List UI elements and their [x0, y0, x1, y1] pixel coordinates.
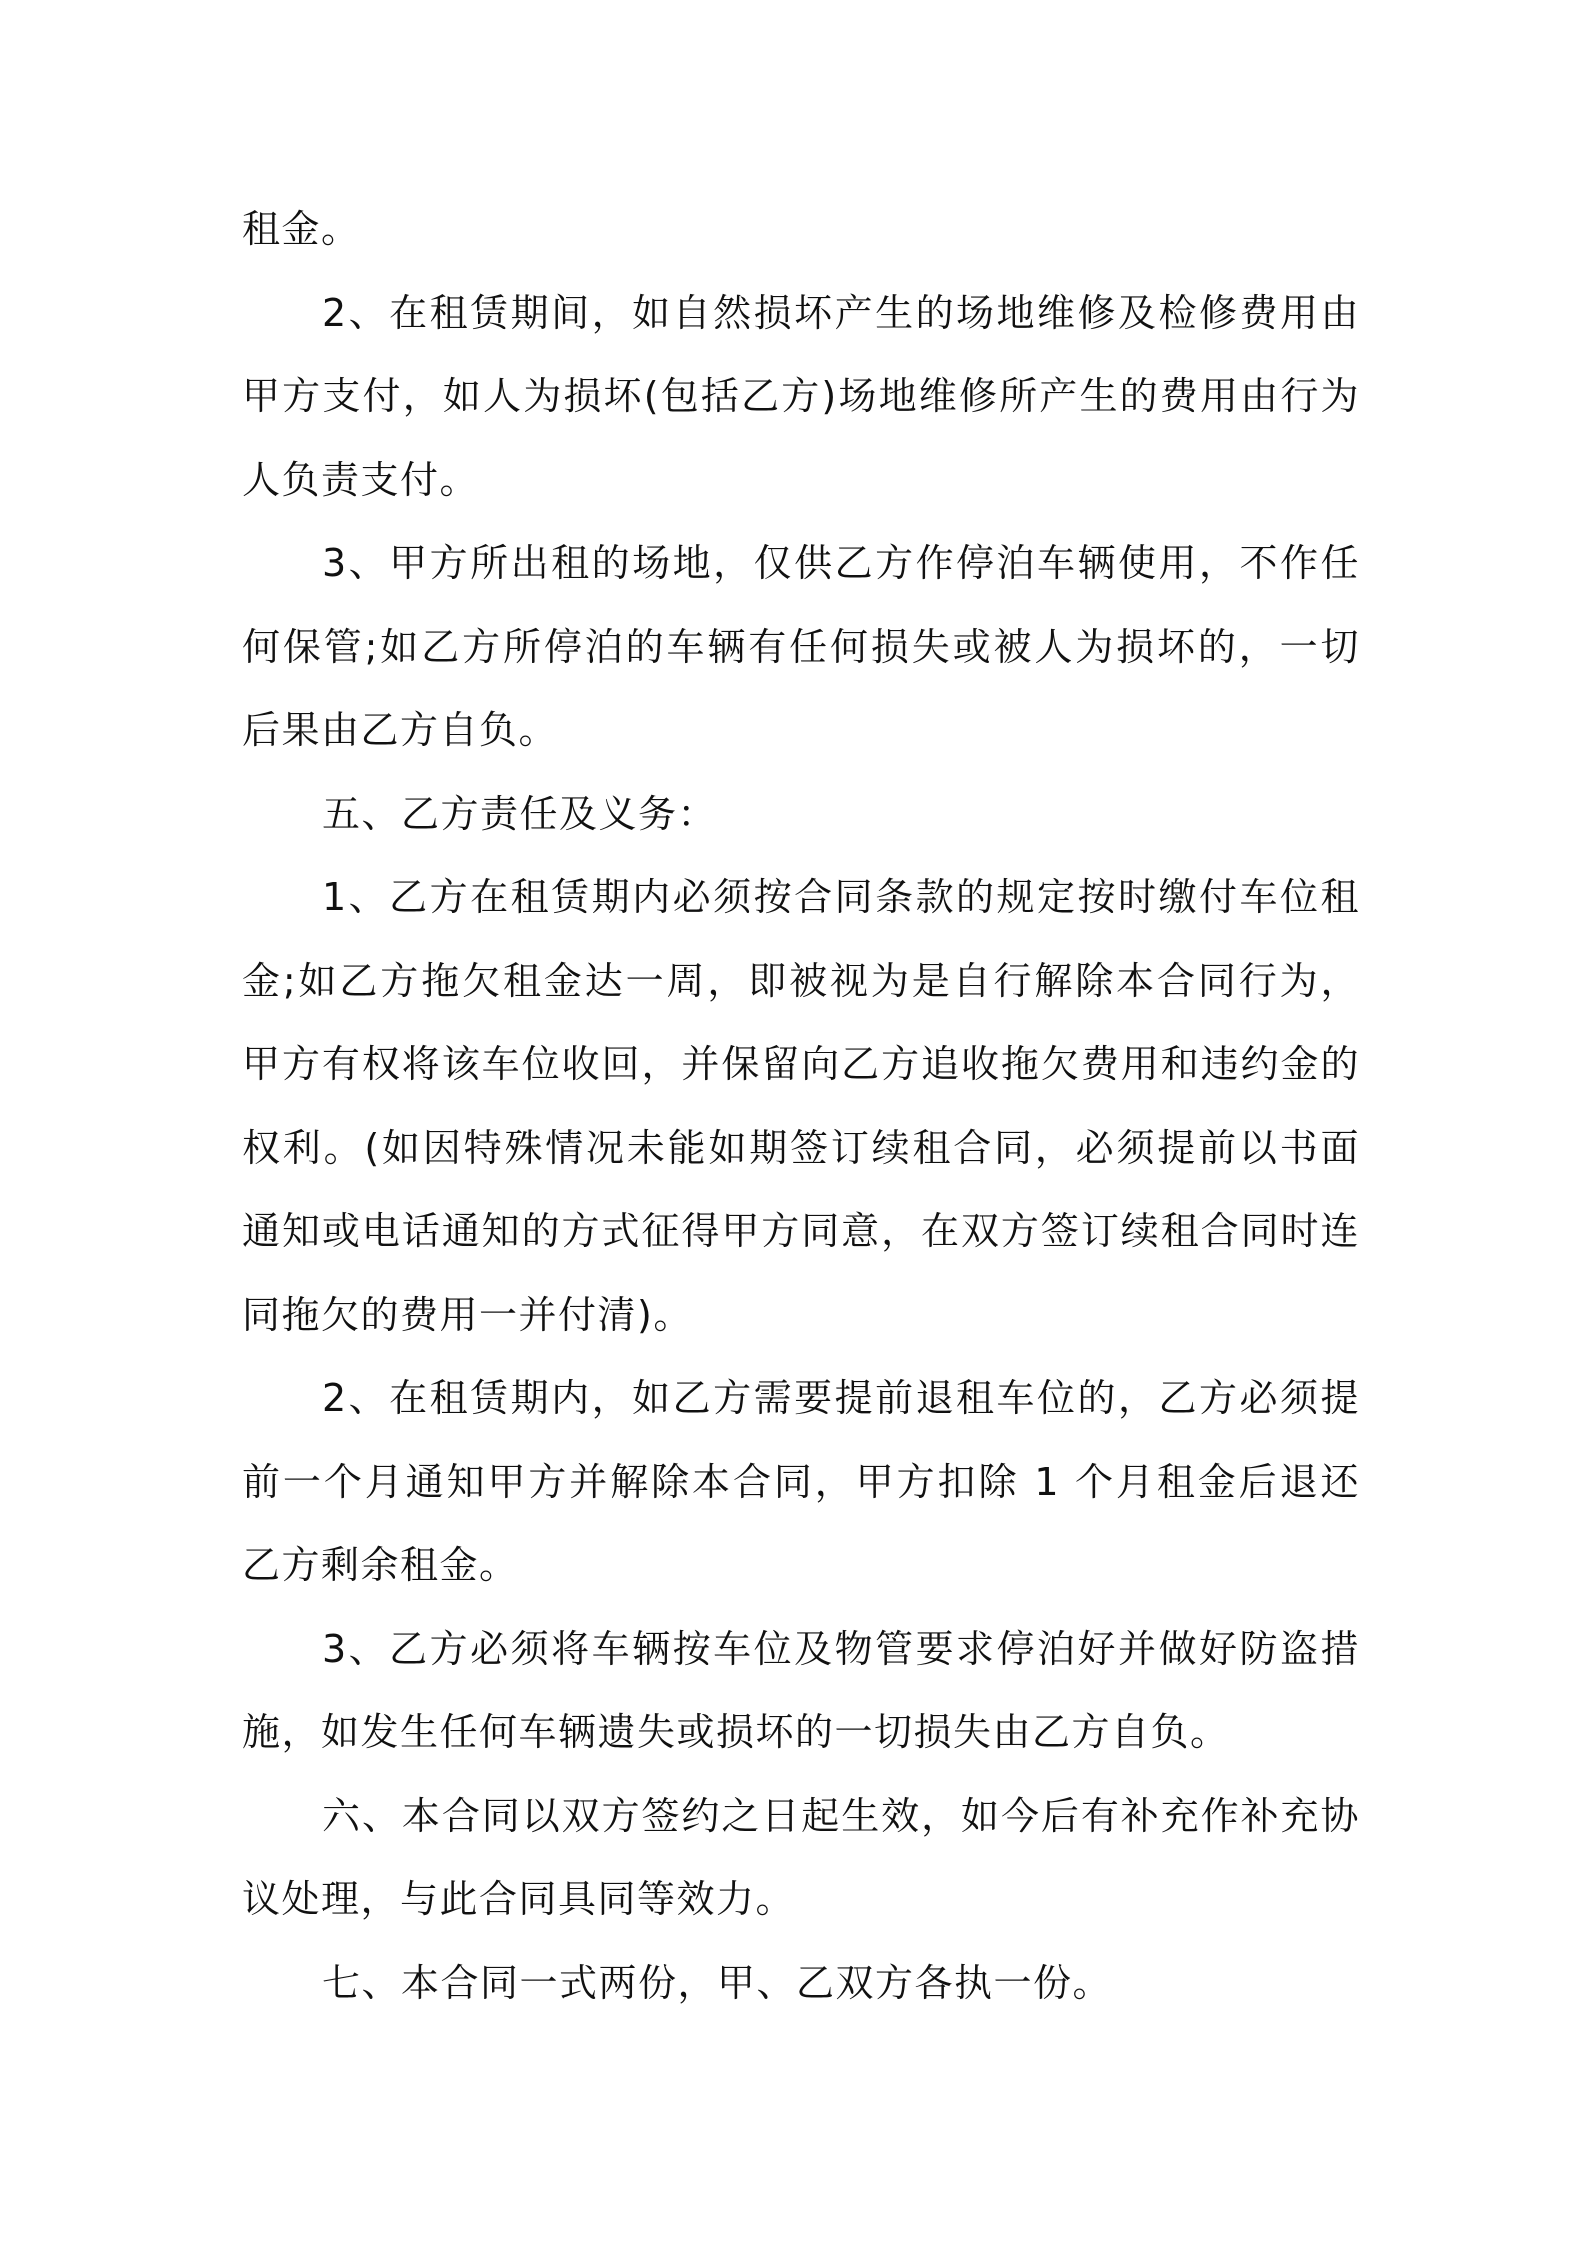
- paragraph-rent-continuation: 租金。: [242, 207, 361, 251]
- document-body: [242, 188, 1360, 2025]
- paragraph-clause-3-parking-only: 3、甲方所出租的场地，仅供乙方作停泊车辆使用，不作任何保管;如乙方所停泊的车辆有任何损失或被人为损坏的，一切后果由乙方自负。: [242, 541, 1360, 752]
- paragraph-b-clause-2-early-termination: 2、在租赁期内，如乙方需要提前退租车位的，乙方必须提前一个月通知甲方并解除本合同，甲方扣除 1 个月租金后退还乙方剩余租金。: [242, 1376, 1360, 1587]
- paragraph-b-clause-1-payment: 1、乙方在租赁期内必须按合同条款的规定按时缴付车位租金;如乙方拖欠租金达一周，即被视为是自行解除本合同行为，甲方有权将该车位收回，并保留向乙方追收拖欠费用和违约金的权利。(如因特殊情况未能如期签订续租合同，必须提前以书面通知或电话通知的方式征得甲方同意，在双方签订续租合同时连同拖欠的费用一并付清)。: [242, 875, 1360, 1337]
- paragraph-b-clause-3-theft-prevention: 3、乙方必须将车辆按车位及物管要求停泊好并做好防盗措施，如发生任何车辆遗失或损坏的一切损失由乙方自负。: [242, 1626, 1360, 1754]
- section-heading-party-b-duties: 五、乙方责任及义务：: [322, 791, 718, 836]
- paragraph-section-6-effective-date: 六、本合同以双方签约之日起生效，如今后有补充作补充协议处理，与此合同具同等效力。: [242, 1793, 1360, 1921]
- paragraph-section-7-copies: 七、本合同一式两份，甲、乙双方各执一份。: [322, 1960, 1113, 2005]
- paragraph-clause-2-repair-costs: 2、在租赁期间，如自然损坏产生的场地维修及检修费用由甲方支付，如人为损坏(包括乙方)场地维修所产生的费用由行为人负责支付。: [242, 290, 1360, 502]
